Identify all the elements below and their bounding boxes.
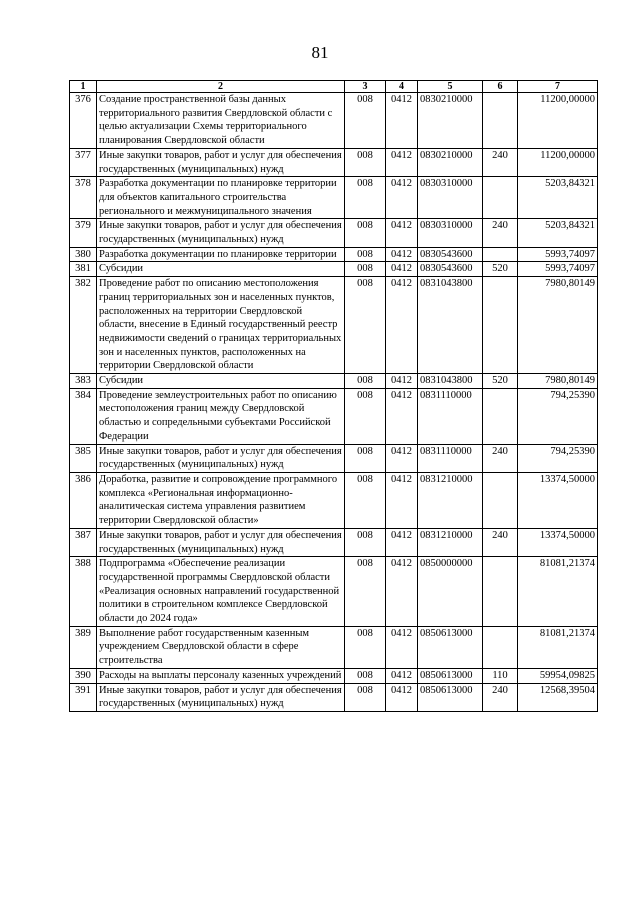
amount-cell: 81081,21374 — [518, 626, 598, 668]
section-code-cell: 0412 — [386, 177, 418, 219]
target-article-code-cell: 0850613000 — [418, 668, 483, 683]
target-article-code-cell: 0830543600 — [418, 262, 483, 277]
table-row — [70, 277, 598, 374]
table-row — [70, 683, 598, 711]
row-number-cell: 382 — [70, 277, 97, 374]
amount-cell: 13374,50000 — [518, 472, 598, 528]
ministry-code-cell: 008 — [345, 247, 386, 262]
row-number-cell: 381 — [70, 262, 97, 277]
header-row — [70, 81, 598, 93]
amount-cell: 5993,74097 — [518, 262, 598, 277]
target-article-code-cell: 0831110000 — [418, 444, 483, 472]
amount-cell: 12568,39504 — [518, 683, 598, 711]
row-number-cell: 388 — [70, 557, 97, 627]
amount-cell: 11200,00000 — [518, 93, 598, 149]
table-row — [70, 626, 598, 668]
amount-cell: 794,25390 — [518, 388, 598, 444]
ministry-code-cell: 008 — [345, 668, 386, 683]
expense-type-code-cell — [483, 93, 518, 149]
section-code-cell: 0412 — [386, 683, 418, 711]
target-article-code-cell: 0831210000 — [418, 528, 483, 556]
target-article-code-cell: 0831210000 — [418, 472, 483, 528]
expense-type-code-cell: 240 — [483, 444, 518, 472]
table-row — [70, 374, 598, 389]
budget-table — [69, 80, 598, 712]
amount-cell: 11200,00000 — [518, 148, 598, 176]
target-article-code-cell: 0830310000 — [418, 177, 483, 219]
amount-cell: 59954,09825 — [518, 668, 598, 683]
section-code-cell: 0412 — [386, 557, 418, 627]
expense-type-code-cell — [483, 247, 518, 262]
row-number-cell: 385 — [70, 444, 97, 472]
expense-name-cell: Проведение работ по описанию местоположения границ территориальных зон и населенных пунктов, расположенных на территории Свердловской области, внесение в Единый государственный реестр недвижимости сведений о границах территориальных зон и населенных пунктов, расположенных на территории Свердловской области — [97, 277, 345, 374]
target-article-code-cell: 0850613000 — [418, 683, 483, 711]
ministry-code-cell: 008 — [345, 219, 386, 247]
expense-name-cell: Иные закупки товаров, работ и услуг для обеспечения государственных (муниципальных) нужд — [97, 528, 345, 556]
amount-cell: 7980,80149 — [518, 277, 598, 374]
ministry-code-cell: 008 — [345, 444, 386, 472]
table-row — [70, 93, 598, 149]
table-row — [70, 388, 598, 444]
section-code-cell: 0412 — [386, 277, 418, 374]
table-row — [70, 148, 598, 176]
expense-name-cell: Субсидии — [97, 374, 345, 389]
ministry-code-cell: 008 — [345, 626, 386, 668]
row-number-cell: 376 — [70, 93, 97, 149]
expense-name-cell: Разработка документации по планировке территории — [97, 247, 345, 262]
table-row — [70, 219, 598, 247]
section-code-cell: 0412 — [386, 472, 418, 528]
target-article-code-cell: 0830543600 — [418, 247, 483, 262]
table-row — [70, 262, 598, 277]
ministry-code-cell: 008 — [345, 93, 386, 149]
table-row — [70, 472, 598, 528]
page-number: 81 — [311, 43, 329, 62]
target-article-code-cell: 0830210000 — [418, 148, 483, 176]
target-article-code-cell: 0850000000 — [418, 557, 483, 627]
table-row — [70, 668, 598, 683]
ministry-code-cell: 008 — [345, 472, 386, 528]
expense-name-cell: Разработка документации по планировке территории для объектов капитального строительства регионального и межмуниципального значения — [97, 177, 345, 219]
column-header: 3 — [345, 81, 386, 93]
expense-type-code-cell — [483, 472, 518, 528]
expense-name-cell: Расходы на выплаты персоналу казенных учреждений — [97, 668, 345, 683]
ministry-code-cell: 008 — [345, 528, 386, 556]
amount-cell: 5203,84321 — [518, 177, 598, 219]
table-row — [70, 247, 598, 262]
expense-name-cell: Иные закупки товаров, работ и услуг для обеспечения государственных (муниципальных) нужд — [97, 219, 345, 247]
section-code-cell: 0412 — [386, 626, 418, 668]
expense-type-code-cell: 240 — [483, 683, 518, 711]
row-number-cell: 379 — [70, 219, 97, 247]
expense-name-cell: Создание пространственной базы данных территориального развития Свердловской области с целью актуализации Схемы территориального планирования Свердловской области — [97, 93, 345, 149]
table-row — [70, 444, 598, 472]
ministry-code-cell: 008 — [345, 683, 386, 711]
target-article-code-cell: 0831043800 — [418, 277, 483, 374]
column-header: 7 — [518, 81, 598, 93]
amount-cell: 81081,21374 — [518, 557, 598, 627]
amount-cell: 13374,50000 — [518, 528, 598, 556]
ministry-code-cell: 008 — [345, 374, 386, 389]
ministry-code-cell: 008 — [345, 262, 386, 277]
expense-type-code-cell: 520 — [483, 374, 518, 389]
expense-name-cell: Выполнение работ государственным казенным учреждением Свердловской области в сфере строительства — [97, 626, 345, 668]
section-code-cell: 0412 — [386, 668, 418, 683]
expense-type-code-cell: 110 — [483, 668, 518, 683]
row-number-cell: 377 — [70, 148, 97, 176]
column-header: 1 — [70, 81, 97, 93]
table-row — [70, 557, 598, 627]
column-header: 6 — [483, 81, 518, 93]
expense-name-cell: Иные закупки товаров, работ и услуг для обеспечения государственных (муниципальных) нужд — [97, 148, 345, 176]
target-article-code-cell: 0850613000 — [418, 626, 483, 668]
ministry-code-cell: 008 — [345, 557, 386, 627]
expense-name-cell: Субсидии — [97, 262, 345, 277]
target-article-code-cell: 0831043800 — [418, 374, 483, 389]
row-number-cell: 391 — [70, 683, 97, 711]
row-number-cell: 378 — [70, 177, 97, 219]
section-code-cell: 0412 — [386, 219, 418, 247]
amount-cell: 5993,74097 — [518, 247, 598, 262]
table-body — [70, 93, 598, 712]
column-header: 2 — [97, 81, 345, 93]
row-number-cell: 383 — [70, 374, 97, 389]
expense-type-code-cell — [483, 626, 518, 668]
expense-type-code-cell — [483, 388, 518, 444]
section-code-cell: 0412 — [386, 247, 418, 262]
ministry-code-cell: 008 — [345, 177, 386, 219]
section-code-cell: 0412 — [386, 262, 418, 277]
expense-type-code-cell: 240 — [483, 528, 518, 556]
section-code-cell: 0412 — [386, 148, 418, 176]
expense-name-cell: Проведение землеустроительных работ по описанию местоположения границ между Свердловской областью и сопредельными субъектами Российской Федерации — [97, 388, 345, 444]
column-header: 4 — [386, 81, 418, 93]
section-code-cell: 0412 — [386, 93, 418, 149]
amount-cell: 7980,80149 — [518, 374, 598, 389]
expense-type-code-cell — [483, 177, 518, 219]
section-code-cell: 0412 — [386, 444, 418, 472]
section-code-cell: 0412 — [386, 374, 418, 389]
table-row — [70, 177, 598, 219]
row-number-cell: 380 — [70, 247, 97, 262]
ministry-code-cell: 008 — [345, 148, 386, 176]
section-code-cell: 0412 — [386, 388, 418, 444]
row-number-cell: 384 — [70, 388, 97, 444]
expense-name-cell: Доработка, развитие и сопровождение программного комплекса «Региональная информационно-аналитическая система управления развитием территории Свердловской области» — [97, 472, 345, 528]
target-article-code-cell: 0831110000 — [418, 388, 483, 444]
expense-type-code-cell: 240 — [483, 148, 518, 176]
target-article-code-cell: 0830310000 — [418, 219, 483, 247]
amount-cell: 794,25390 — [518, 444, 598, 472]
row-number-cell: 386 — [70, 472, 97, 528]
expense-name-cell: Иные закупки товаров, работ и услуг для обеспечения государственных (муниципальных) нужд — [97, 444, 345, 472]
table-row — [70, 528, 598, 556]
row-number-cell: 389 — [70, 626, 97, 668]
target-article-code-cell: 0830210000 — [418, 93, 483, 149]
expense-type-code-cell — [483, 557, 518, 627]
amount-cell: 5203,84321 — [518, 219, 598, 247]
expense-type-code-cell — [483, 277, 518, 374]
ministry-code-cell: 008 — [345, 388, 386, 444]
expense-type-code-cell: 520 — [483, 262, 518, 277]
section-code-cell: 0412 — [386, 528, 418, 556]
expense-name-cell: Подпрограмма «Обеспечение реализации государственной программы Свердловской области «Реализация основных направлений государственной политики в строительном комплексе Свердловской области до 2024 года» — [97, 557, 345, 627]
expense-name-cell: Иные закупки товаров, работ и услуг для обеспечения государственных (муниципальных) нужд — [97, 683, 345, 711]
row-number-cell: 387 — [70, 528, 97, 556]
ministry-code-cell: 008 — [345, 277, 386, 374]
expense-type-code-cell: 240 — [483, 219, 518, 247]
column-header: 5 — [418, 81, 483, 93]
row-number-cell: 390 — [70, 668, 97, 683]
